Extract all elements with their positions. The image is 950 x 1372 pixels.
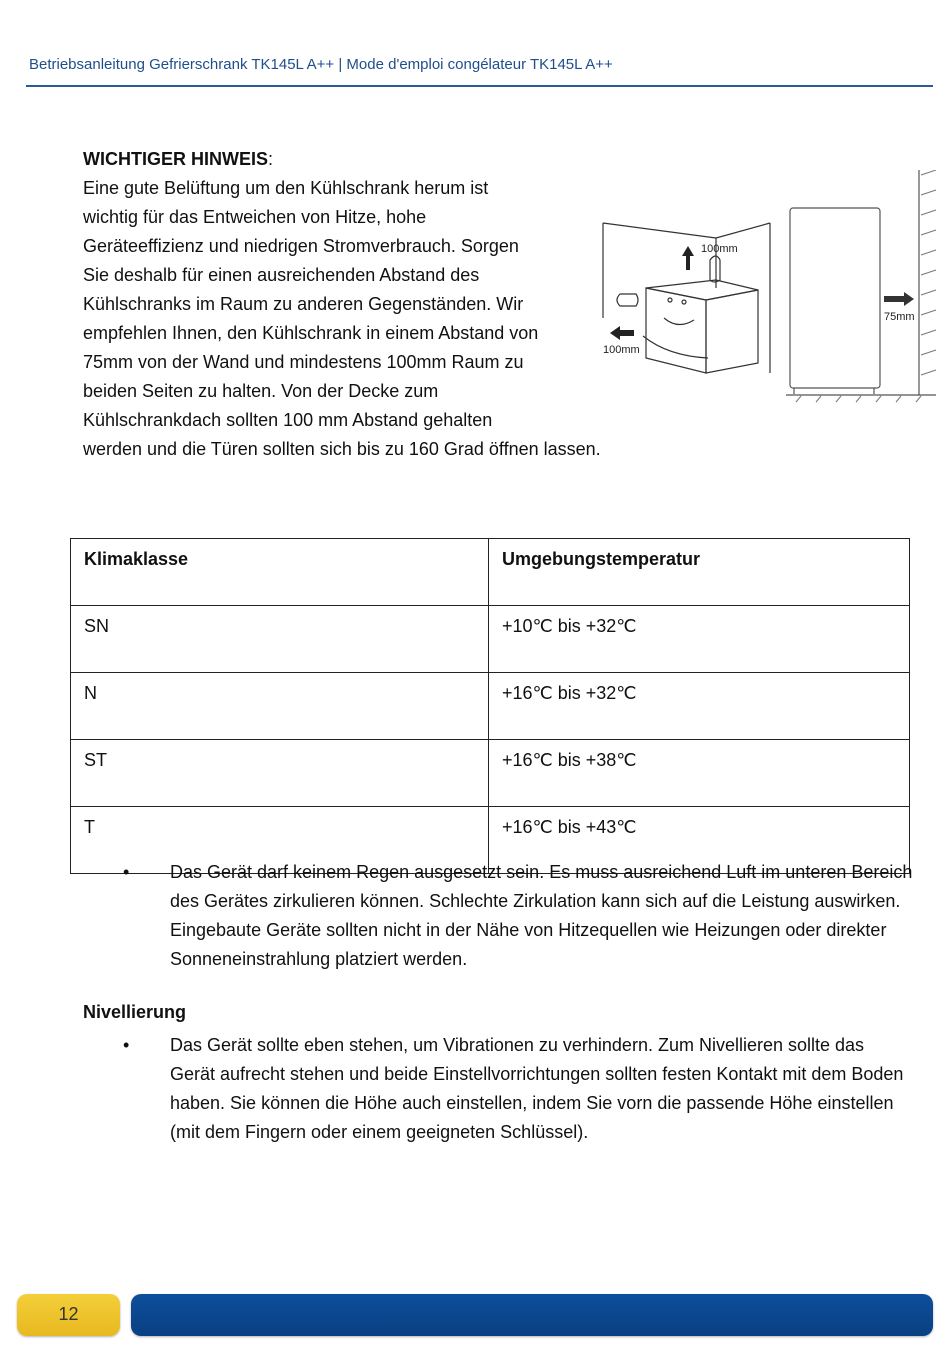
notice-title-colon: : bbox=[268, 149, 274, 169]
notice-line: Kühlschrankdach sollten 100 mm Abstand gehalten bbox=[83, 410, 493, 430]
wall-hatch bbox=[921, 210, 936, 215]
wall-hatch bbox=[921, 330, 936, 335]
table-row bbox=[71, 740, 910, 807]
table-cell: SN bbox=[71, 606, 489, 673]
face-eye bbox=[682, 300, 686, 304]
freezer-front bbox=[646, 288, 706, 373]
wall-distance-label: 75mm bbox=[884, 311, 915, 323]
floor-hatch bbox=[856, 396, 861, 402]
freezer-side-view bbox=[790, 208, 880, 388]
bullet-text: Das Gerät darf keinem Regen ausgesetzt sein. Es muss ausreichend Luft im unteren Bereich des Gerätes zirkulieren können. Schlechte Zirkulation kann sich auf die Leistung auswirken. Eingebaute Geräte sollten nicht in der Nähe von Hitzequellen wie Heizungen oder direkter Sonneneinstrahlung platziert werden. bbox=[170, 862, 913, 969]
running-header: Betriebsanleitung Gefrierschrank TK145L A++ | Mode d'emploi congélateur TK145L A++ bbox=[29, 56, 613, 73]
table-row bbox=[71, 606, 910, 673]
floor-hatch bbox=[796, 396, 801, 402]
hand-side bbox=[617, 294, 638, 306]
footer-bar bbox=[131, 1294, 933, 1336]
table-cell: +10℃ bis +32℃ bbox=[489, 606, 910, 673]
notice-line: werden und die Türen sollten sich bis zu 160 Grad öffnen lassen. bbox=[83, 439, 601, 459]
climate-class-table bbox=[70, 538, 910, 874]
wall-hatch bbox=[921, 230, 936, 235]
right-arrow bbox=[884, 292, 914, 306]
leveling-bullet-list bbox=[83, 1031, 913, 1147]
notice-line: wichtig für das Entweichen von Hitze, hohe bbox=[83, 207, 427, 227]
wall-hatch bbox=[921, 190, 936, 195]
wall-hatch bbox=[921, 350, 936, 355]
hand-up bbox=[710, 256, 720, 282]
freezer-handle bbox=[643, 336, 708, 358]
ceiling-line-right bbox=[716, 223, 770, 238]
wall-hatch bbox=[921, 290, 936, 295]
floor-hatch bbox=[836, 396, 841, 402]
floor-hatch bbox=[916, 396, 921, 402]
notice-line: Geräteeffizienz und niedrigen Stromverbrauch. Sorgen bbox=[83, 236, 519, 256]
bullet-icon: • bbox=[123, 1035, 130, 1055]
table-cell: +16℃ bis +38℃ bbox=[489, 740, 910, 807]
page-number: 12 bbox=[58, 1304, 79, 1324]
freezer-side bbox=[706, 290, 758, 373]
wall-hatch bbox=[921, 370, 936, 375]
wall-hatch bbox=[921, 250, 936, 255]
wall-hatch bbox=[921, 270, 936, 275]
wall-hatch bbox=[921, 310, 936, 315]
bullet-icon: • bbox=[123, 862, 130, 882]
clearance-illustration bbox=[598, 218, 776, 378]
ventilation-notice bbox=[83, 145, 663, 464]
notice-title: WICHTIGER HINWEIS bbox=[83, 149, 268, 169]
column-header: Klimaklasse bbox=[71, 539, 489, 606]
page-number-badge bbox=[17, 1294, 120, 1336]
table-cell: +16℃ bis +32℃ bbox=[489, 673, 910, 740]
table-row bbox=[71, 673, 910, 740]
face-eye bbox=[668, 298, 672, 302]
table-cell: +16℃ bis +43℃ bbox=[489, 807, 910, 874]
notice-line: beiden Seiten zu halten. Von der Decke zum bbox=[83, 381, 439, 401]
table-cell: T bbox=[71, 807, 489, 874]
placement-bullet-list bbox=[83, 858, 913, 974]
floor-hatch bbox=[816, 396, 821, 402]
notice-line: Kühlschranks im Raum zu anderen Gegenständen. Wir bbox=[83, 294, 524, 314]
notice-line: empfehlen Ihnen, den Kühlschrank in einem Abstand von bbox=[83, 323, 539, 343]
table-cell: N bbox=[71, 673, 489, 740]
freezer-top bbox=[646, 280, 758, 300]
header-rule bbox=[26, 85, 933, 87]
wall-distance-illustration bbox=[786, 170, 938, 415]
floor-hatch bbox=[896, 396, 901, 402]
floor-hatch bbox=[876, 396, 881, 402]
bullet-text: Das Gerät sollte eben stehen, um Vibrationen zu verhindern. Zum Nivellieren sollte das Gerät aufrecht stehen und beide Einstellvorrichtungen sollten festen Kontakt mit dem Boden haben. Sie können die Höhe auch einstellen, indem Sie vorn die passende Höhe einstellen (mit dem Fingern oder einem geeigneten Schlüssel). bbox=[170, 1035, 904, 1142]
notice-line: Eine gute Belüftung um den Kühlschrank herum ist bbox=[83, 178, 489, 198]
list-item bbox=[83, 858, 913, 974]
table-cell: ST bbox=[71, 740, 489, 807]
notice-line: 75mm von der Wand und mindestens 100mm Raum zu bbox=[83, 352, 524, 372]
top-clearance-label: 100mm bbox=[701, 243, 738, 255]
face-smile bbox=[664, 318, 694, 325]
list-item bbox=[83, 1031, 913, 1147]
column-header: Umgebungstemperatur bbox=[489, 539, 910, 606]
table-header-row bbox=[71, 539, 910, 606]
up-arrow bbox=[682, 246, 694, 270]
side-clearance-label: 100mm bbox=[603, 344, 640, 356]
ceiling-line bbox=[603, 223, 716, 238]
wall-hatch bbox=[921, 170, 936, 175]
left-arrow bbox=[610, 326, 634, 340]
section-heading: Nivellierung bbox=[83, 1002, 187, 1022]
notice-line: Sie deshalb für einen ausreichenden Abstand des bbox=[83, 265, 480, 285]
